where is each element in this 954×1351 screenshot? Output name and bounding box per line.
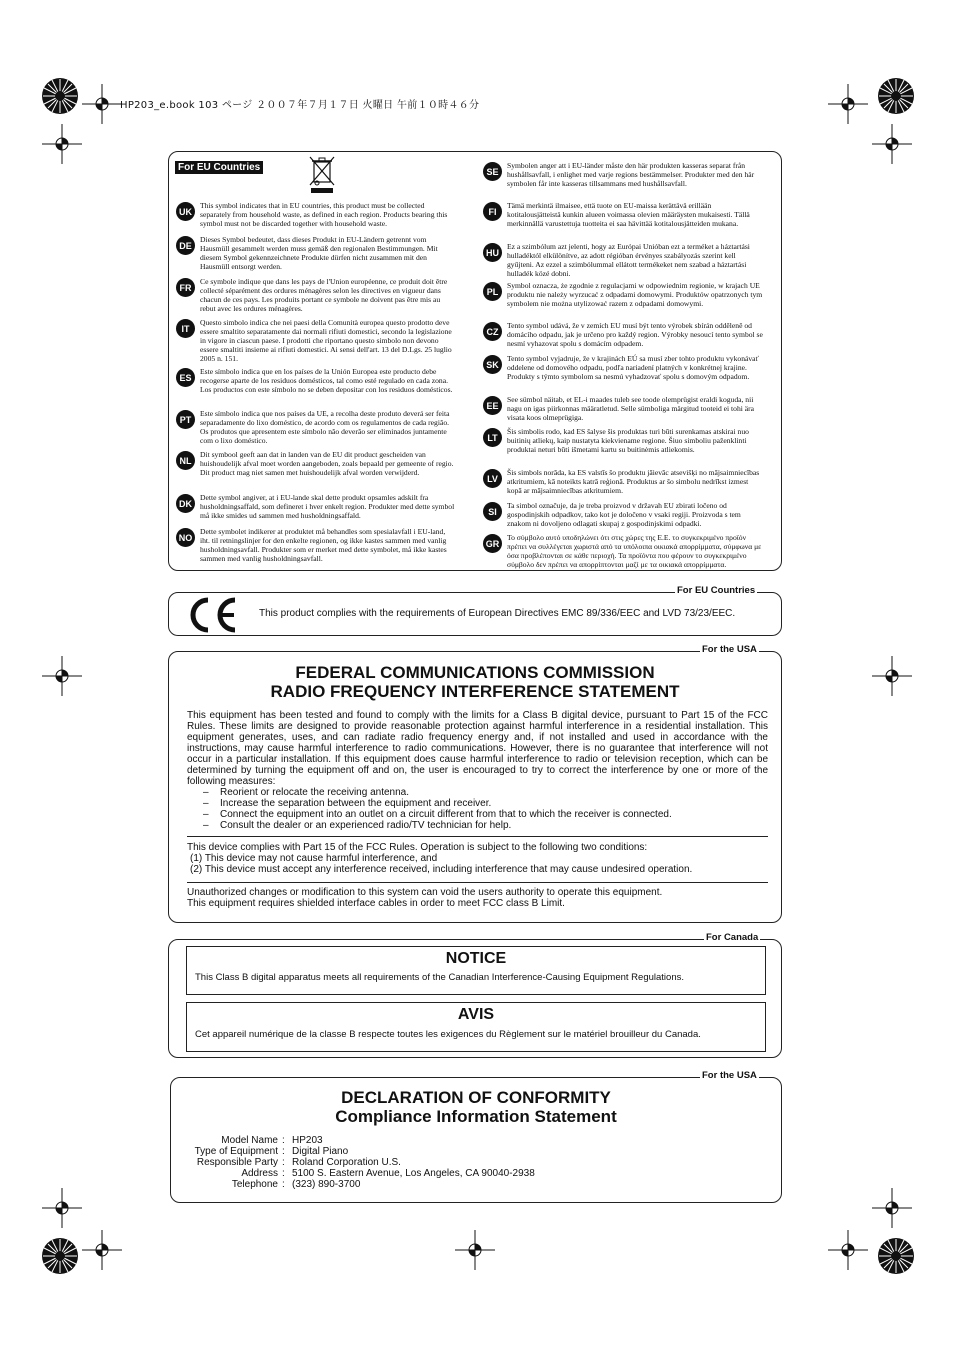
crosshair-registration-icon — [455, 1230, 495, 1270]
region-label-usa: For the USA — [702, 644, 757, 655]
fcc-unauthorized-notice: Unauthorized changes or modification to this system can void the users authority to operate this equipment. This equipment requires shielded interface cables in order to meet FCC class B Limit. — [187, 887, 663, 909]
language-notice-text: Symbolen anger att i EU-länder måste den här produkten kasseras separat från hushållsavfall, i enlighet med varje regions bestämmelser. Produkter med den här symbolen får inte kasseras tillsammans med hushållsavfall. — [507, 161, 755, 188]
list-item: – Connect the equipment into an outlet on a circuit different from that to which the receiver is connected. — [203, 809, 672, 820]
eu-language-sk — [483, 354, 763, 381]
eu-language-pt — [176, 409, 456, 445]
notice-title: NOTICE — [445, 950, 507, 967]
language-code-badge: HU — [483, 243, 502, 262]
declaration-row — [170, 1157, 535, 1168]
language-code-badge: PL — [483, 282, 502, 301]
fcc-conditions: This device complies with Part 15 of the FCC Rules. Operation is subject to the following two conditions: (1) This device may not cause harmful interference, and (2) This device must accept any interference received, including interference that may cause undesired operation. — [187, 842, 693, 875]
eu-language-se — [483, 161, 763, 188]
eu-language-pl — [483, 281, 763, 308]
eu-language-lt — [483, 427, 763, 454]
eu-language-dk — [176, 493, 456, 520]
declaration-table — [170, 1135, 535, 1190]
language-code-badge: EE — [483, 396, 502, 415]
declaration-row — [170, 1168, 535, 1179]
starburst-target-icon — [876, 76, 916, 116]
language-code-badge: DK — [176, 494, 195, 513]
language-notice-text: Ta simbol označuje, da je treba proizvod v državah EU zbirati ločeno od gospodinjskih odpadkov, tako kot je določeno v vsaki regiji. Proizvoda s tem znakom ni dovoljeno odlagati skupaj z gospodinjskimi odpadki. — [507, 501, 741, 528]
language-notice-text: Questo simbolo indica che nei paesi della Comunità europea questo prodotto deve essere smaltito separatamente dai normali rifiuti domestici, secondo la legislazione in vigore in ciascun paese. I prodotti che riportano questo simbolo non devono essere smaltiti insieme ai rifiuti domestici. Ai sensi dell'art. 13 del D.Lgs. 25 luglio 2005 n. 151. — [200, 318, 452, 363]
language-notice-text: Šis simbols norāda, ka ES valstīs šo produktu jāievāc atsevišķi no mājsaimniecības atkritumiem, kā noteikts katrā reģionā. Produktus ar šo simbolu nedrīkst izmest kopā ar mājsaimniecības atkritumiem. — [507, 468, 760, 495]
language-code-badge: FR — [176, 278, 195, 297]
avis-panel — [186, 1002, 766, 1052]
language-notice-text: Dette symbolet indikerer at produktet må behandles som spesialavfall i EU-land, iht. til retningslinjer for den enkelte regionen, og ikke kastes sammen med vanlig husholdningsavfall. Produkter som er merket med dette symbolet, må ikke kastes sammen med vanlig husholdningsavfall. — [200, 527, 447, 563]
declaration-label: Address — [241, 1168, 278, 1179]
language-code-badge: PT — [176, 410, 195, 429]
eu-language-it — [176, 318, 456, 363]
language-code-badge: SE — [483, 162, 502, 181]
declaration-label: Telephone — [231, 1179, 278, 1190]
starburst-target-icon — [40, 76, 80, 116]
eu-language-cz — [483, 321, 763, 348]
notice-text: This Class B digital apparatus meets all requirements of the Canadian Interference-Causing Equipment Regulations. — [195, 972, 684, 983]
declaration-title-line1: DECLARATION OF CONFORMITY — [341, 1088, 611, 1107]
eu-countries-tag: For EU Countries — [175, 161, 263, 174]
language-code-badge: UK — [176, 202, 195, 221]
declaration-separator: : — [282, 1179, 285, 1190]
language-notice-text: Ez a szimbólum azt jelenti, hogy az Európai Unióban ezt a terméket a háztartási hulladéktól elkülönítve, az adott régióban érvényes szabályozás szerint kell gyűjteni. Az ezzel a szimbólummal ellátott termékeket nem szabad a háztartási hulladék közé dobni. — [507, 242, 750, 278]
eu-language-fi — [483, 201, 763, 228]
declaration-row — [170, 1179, 535, 1190]
declaration-row — [170, 1146, 535, 1157]
eu-language-fr — [176, 277, 456, 313]
crosshair-registration-icon — [828, 1230, 868, 1270]
notice-panel — [186, 946, 766, 995]
language-notice-text: Tento symbol udává, že v zemích EU musí být tento výrobek sbírán odděleně od domácího odpadu, jak je určeno pro každý region. Výrobky nesoucí tento symbol se nesmí vyhazovat spolu s domácím odpadem. — [507, 321, 763, 348]
language-notice-text: Tento symbol vyjadruje, že v krajinách EÚ sa musí zber tohto produktu vykonávať oddelene od domového odpadu, podľa nariadení platných v konkrétnej krajine. Produkty s týmto symbolom sa nesmú vyhadzovať spolu s domovým odpadom. — [507, 354, 759, 381]
language-code-badge: SI — [483, 502, 502, 521]
language-code-badge: LT — [483, 428, 502, 447]
declaration-label: Model Name — [221, 1135, 278, 1146]
crosshair-registration-icon — [82, 84, 122, 124]
starburst-target-icon — [40, 1236, 80, 1276]
language-notice-text: Symbol oznacza, że zgodnie z regulacjami w odpowiednim regionie, w krajach UE produktu nie należy wyrzucać z odpadami domowymi. Produktów opatrzonych tym symbolem nie można utylizować razem z odpadami domowymi. — [507, 281, 763, 308]
declaration-value: Digital Piano — [292, 1146, 349, 1157]
declaration-value: 5100 S. Eastern Avenue, Los Angeles, CA 90040-2938 — [292, 1168, 535, 1179]
language-notice-text: Šis simbolis rodo, kad ES šalyse šis produktas turi būti surenkamas atskirai nuo buitinių atliekų, kaip nustatyta kiekviename regione. Šiuo simboliu paženklinti produktai neturi būti išmetami kartu su buitinėmis atliekomis. — [507, 427, 749, 454]
crosshair-registration-icon — [42, 1188, 82, 1228]
crosshair-registration-icon — [872, 1188, 912, 1228]
declaration-value: Roland Corporation U.S. — [292, 1157, 401, 1168]
region-label-canada: For Canada — [706, 932, 759, 943]
language-code-badge: NL — [176, 451, 195, 470]
fcc-measures-list — [203, 787, 672, 831]
language-code-badge: FI — [483, 202, 502, 221]
crosshair-registration-icon — [42, 124, 82, 164]
list-item: – Reorient or relocate the receiving antenna. — [203, 787, 410, 798]
language-notice-text: This symbol indicates that in EU countries, this product must be collected separately from household waste, as defined in each region. Products bearing this symbol must not be discarded together with household waste. — [200, 201, 448, 228]
fcc-paragraph: This equipment has been tested and found to comply with the limits for a Class B digital device, pursuant to Part 15 of the FCC Rules. These limits are designed to provide reasonable protection against harmful interference in a residential installation. This equipment generates, uses, and can radiate radio frequency energy and, if not installed and used in accordance with the instructions, may cause harmful interference to radio communications. However, there is no guarantee that interference will not occur in a particular installation. If this equipment does cause harmful interference to radio or television reception, which can be determined by turning the equipment off and on, the user is encouraged to try to correct the interference by one or more of the following measures: — [187, 710, 768, 787]
language-notice-text: Dieses Symbol bedeutet, dass dieses Produkt in EU-Ländern getrennt vom Hausmüll gesammelt werden muss gemäß den regionalen Bestimmungen. Mit diesem Symbol gekennzeichnete Produkte dürfen nicht zusammen mit den Hausmüll entsorgt werden. — [200, 235, 438, 271]
list-item: – Increase the separation between the equipment and receiver. — [203, 798, 492, 809]
language-code-badge: IT — [176, 319, 195, 338]
eu-language-hu — [483, 242, 763, 278]
eu-language-ee — [483, 395, 763, 422]
crosshair-registration-icon — [872, 656, 912, 696]
ce-mark-logo — [184, 596, 239, 634]
eu-language-es — [176, 367, 456, 394]
language-notice-text: Este símbolo indica que en los países de la Unión Europea este producto debe recogerse aparte de los residuos domésticos, tal como esté regulado en cada zona. Los productos con este símbolo no se deben depositar con los residuos domésticos. — [200, 367, 453, 394]
language-code-badge: GR — [483, 534, 502, 553]
eu-language-de — [176, 235, 456, 271]
declaration-separator: : — [282, 1157, 285, 1168]
starburst-target-icon — [876, 1236, 916, 1276]
declaration-title-line2: Compliance Information Statement — [335, 1107, 617, 1126]
language-notice-text: Tämä merkintä ilmaisee, että tuote on EU-maissa kerättävä erillään kotitalousjätteistä kunkin alueen voimassa olevien määräysten mukaisesti. Tällä merkinnällä varustettuja tuotteita ei saa hävittää kotitalousjätteiden mukana. — [507, 201, 750, 228]
declaration-label: Type of Equipment — [194, 1146, 278, 1157]
declaration-value: HP203 — [292, 1135, 323, 1146]
crosshair-registration-icon — [82, 1230, 122, 1270]
eu-language-uk — [176, 201, 456, 228]
eu-language-nl — [176, 450, 456, 477]
eu-language-si — [483, 501, 763, 528]
fcc-title-line2: RADIO FREQUENCY INTERFERENCE STATEMENT — [270, 682, 680, 701]
avis-text: Cet appareil numérique de la classe B respecte toutes les exigences du Règlement sur le matériel brouilleur du Canada. — [195, 1029, 701, 1040]
language-notice-text: Dette symbol angiver, at i EU-lande skal dette produkt opsamles adskilt fra husholdningsaffald, som defineret i hver enkelt region. Produkter med dette symbol må ikke smides ud sammen med husholdningsaffald. — [200, 493, 455, 520]
crossed-wheelie-bin-icon — [308, 154, 336, 194]
declaration-separator: : — [282, 1168, 285, 1179]
ce-compliance-text: This product complies with the requirements of European Directives EMC 89/336/EEC and LVD 73/23/EEC. — [259, 608, 736, 619]
eu-language-no — [176, 527, 456, 563]
language-notice-text: Ce symbole indique que dans les pays de l'Union européenne, ce produit doit être collecté séparément des ordures ménagères selon les directives en vigueur dans chacun de ces pays. Les produits portant ce symbole ne doivent pas être mis au rebut avec les ordures ménagères. — [200, 277, 448, 313]
crosshair-registration-icon — [872, 124, 912, 164]
declaration-separator: : — [282, 1146, 285, 1157]
language-notice-text: Το σύμβολο αυτό υποδηλώνει ότι στις χώρες της Ε.Ε. το συγκεκριμένο προϊόν πρέπει να συλλέγεται χωριστά από τα υπόλοιπα οικιακά απορρίμματα, σύμφωνα με όσα προβλέπονται σε κάθε περιοχή. Τα προϊόντα που φέρουν το συγκεκριμένο σύμβολο δεν πρέπει να απορρίπτονται μαζί με τα οικιακά απορρίμματα. — [507, 533, 762, 569]
language-code-badge: SK — [483, 355, 502, 374]
declaration-row — [170, 1135, 535, 1146]
language-code-badge: ES — [176, 368, 195, 387]
list-item: – Consult the dealer or an experienced radio/TV technician for help. — [203, 820, 512, 831]
declaration-title — [170, 1088, 782, 1126]
divider — [187, 836, 768, 837]
declaration-separator: : — [282, 1135, 285, 1146]
language-notice-text: See sümbol näitab, et EL-i maades tuleb see toode olemprügist eraldi koguda, nii nagu on igas piirkonnas määratletud. Selle sümboliga märgitud tooteid ei tohi ära visata koos olmeprügiga. — [507, 395, 755, 422]
crosshair-registration-icon — [828, 84, 868, 124]
eu-language-gr — [483, 533, 763, 569]
language-notice-text: Dit symbool geeft aan dat in landen van de EU dit product gescheiden van huishoudelijk afval moet worden aangeboden, zoals bepaald per gemeente of regio. Dit product mag niet samen met huishoudelijk afval worden verwijderd. — [200, 450, 454, 477]
crosshair-registration-icon — [42, 656, 82, 696]
language-code-badge: LV — [483, 469, 502, 488]
eu-language-lv — [483, 468, 763, 495]
language-notice-text: Este símbolo indica que nos países da UE, a recolha deste produto deverá ser feita separadamente do lixo doméstico, de acordo com os regulamentos de cada região. Os produtos que apresentem este símbolo não deverão ser eliminados juntamente com o lixo doméstico. — [200, 409, 450, 445]
divider — [187, 882, 768, 883]
declaration-label: Responsible Party — [196, 1157, 278, 1168]
region-label-usa: For the USA — [702, 1070, 757, 1081]
print-header: HP203_e.book 103 ページ ２００７年７月１７日 火曜日 午前１０時４６分 — [120, 100, 480, 111]
language-code-badge: NO — [176, 528, 195, 547]
declaration-value: (323) 890-3700 — [292, 1179, 361, 1190]
language-code-badge: DE — [176, 236, 195, 255]
avis-title: AVIS — [457, 1006, 495, 1023]
language-code-badge: CZ — [483, 322, 502, 341]
fcc-title — [168, 663, 782, 701]
fcc-title-line1: FEDERAL COMMUNICATIONS COMMISSION — [295, 663, 655, 682]
region-label-eu: For EU Countries — [677, 585, 756, 596]
